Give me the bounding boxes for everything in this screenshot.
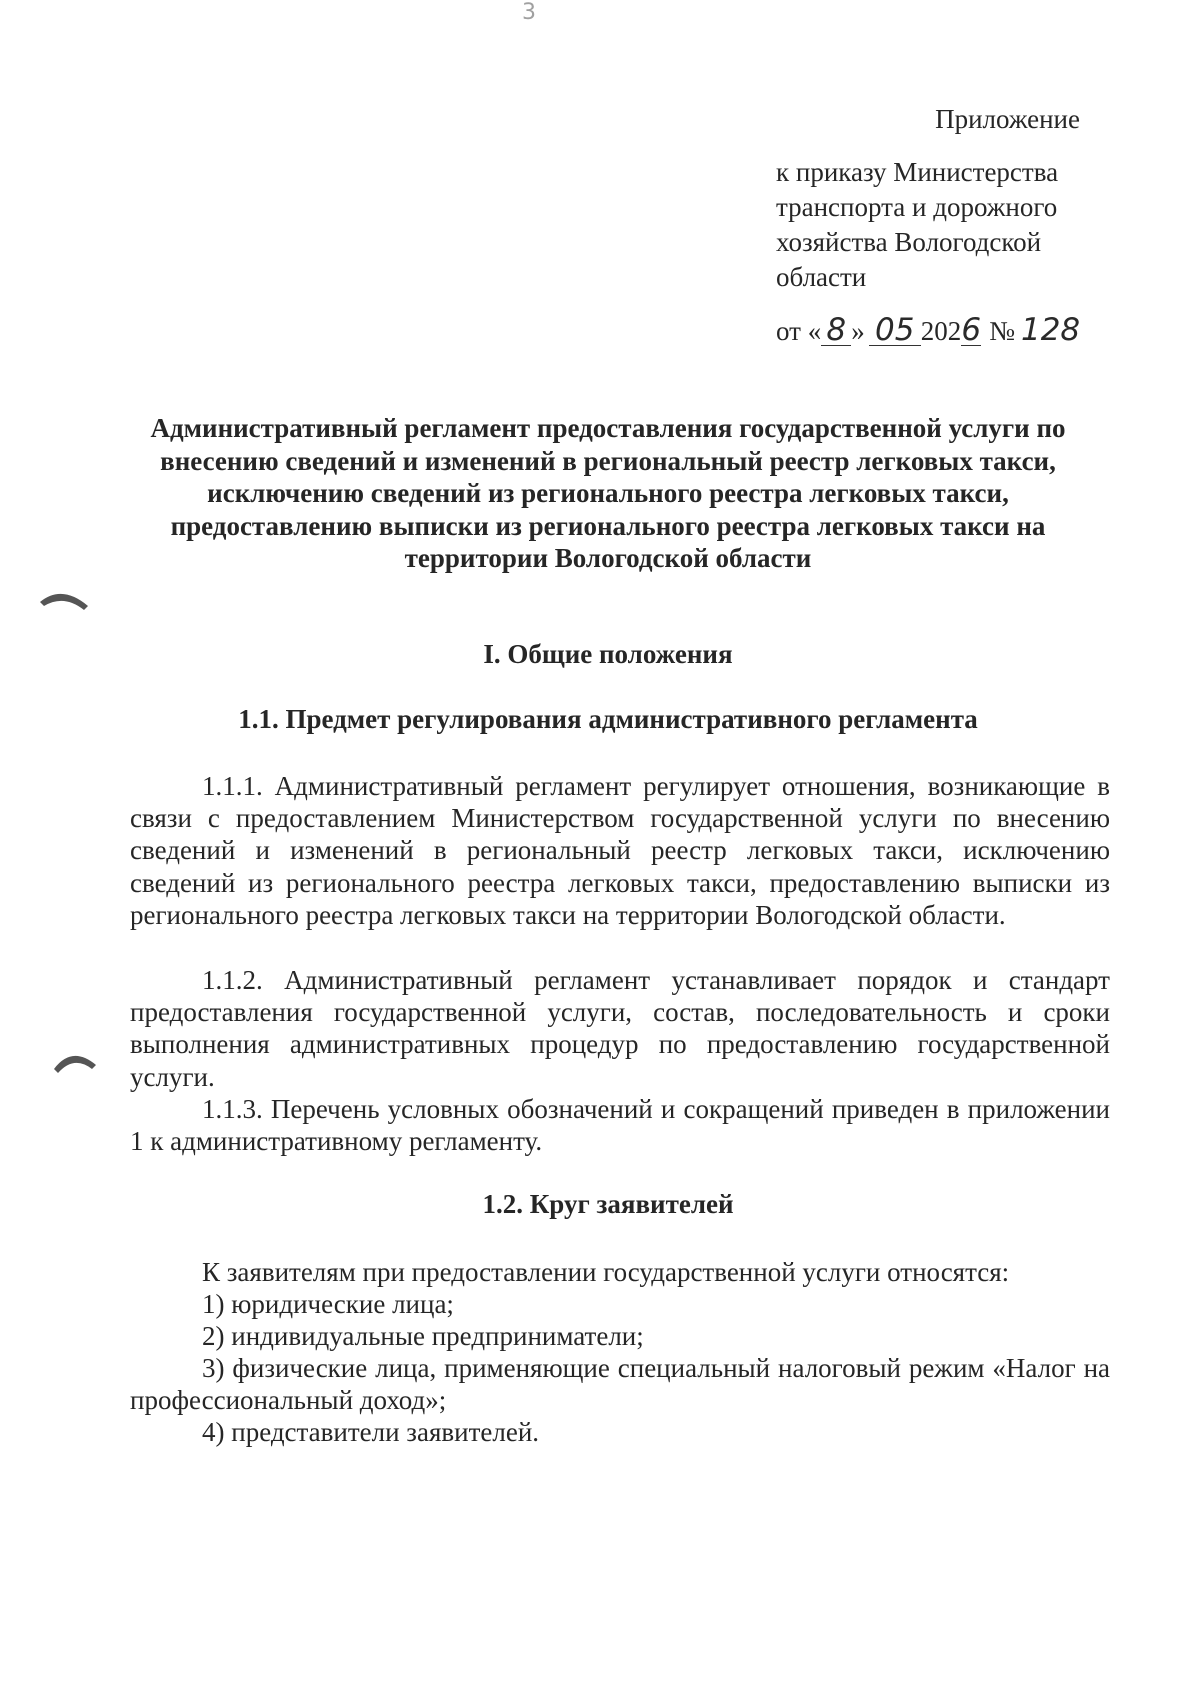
list-item: 4) представители заявителей. bbox=[202, 1417, 540, 1447]
paragraph-1-1-3: 1.1.3. Перечень условных обозначений и сокращений приведен в приложении 1 к административному регламенту. bbox=[130, 1094, 1110, 1157]
handwritten-month: 05 bbox=[869, 315, 921, 346]
list-item: 3) физические лица, применяющие специальный налоговый режим «Налог на профессиональный доход»; bbox=[130, 1353, 1110, 1416]
appendix-line: хозяйства Вологодской bbox=[776, 227, 1042, 257]
binding-hole-mark-bottom bbox=[52, 1045, 98, 1075]
subsection-heading: 1.2. Круг заявителей bbox=[482, 1189, 734, 1219]
handwritten-year-digit: 6 bbox=[961, 312, 982, 348]
appendix-line: транспорта и дорожного bbox=[776, 192, 1058, 222]
list-item: 2) индивидуальные предприниматели; bbox=[202, 1321, 644, 1351]
appendix-reference bbox=[776, 155, 1106, 295]
page-number: 3 bbox=[522, 0, 536, 25]
list-item: 1) юридические лица; bbox=[202, 1289, 454, 1319]
appendix-line: к приказу Министерства bbox=[776, 157, 1059, 187]
appendix-line: области bbox=[776, 262, 867, 292]
paragraph-1-1-1: 1.1.1. Административный регламент регулирует отношения, возникающие в связи с предоставлением Министерством государственной услуги по внесению сведений и изменений в региональный реестр легковых такси, исключению сведений из регионального реестра легковых такси, предоставлению выписки из регионального реестра легковых такси на территории Вологодской области. bbox=[130, 771, 1110, 930]
section-heading: I. Общие положения bbox=[483, 639, 733, 669]
applicants-intro: К заявителям при предоставлении государственной услуги относятся: bbox=[202, 1257, 1010, 1287]
paragraph-1-1-2: 1.1.2. Административный регламент устанавливает порядок и стандарт предоставления государственной услуги, состав, последовательность и сроки выполнения административных процедур по предоставлению государственной услуги. bbox=[130, 965, 1110, 1092]
document-title bbox=[128, 412, 1088, 575]
order-date-prefix: от « bbox=[776, 316, 822, 346]
subsection-heading: 1.1. Предмет регулирования административного регламента bbox=[238, 704, 978, 734]
document-title-text: Административный регламент предоставления государственной услуги по внесению сведений и изменений в региональный реестр легковых такси, исключению сведений из регионального реестра легковых такси, предоставлению выписки из регионального реестра легковых такси на территории Вологодской области bbox=[150, 413, 1066, 573]
handwritten-order-number: 128 bbox=[1020, 312, 1081, 348]
order-date-number-line bbox=[776, 312, 1081, 348]
handwritten-day: 8 bbox=[821, 315, 851, 346]
order-date-quote-close: » bbox=[851, 316, 865, 346]
order-year-prefix: 202 bbox=[920, 316, 962, 346]
appendix-title: Приложение bbox=[935, 104, 1080, 134]
number-sign: № bbox=[989, 316, 1015, 346]
binding-hole-mark-top bbox=[38, 584, 90, 614]
